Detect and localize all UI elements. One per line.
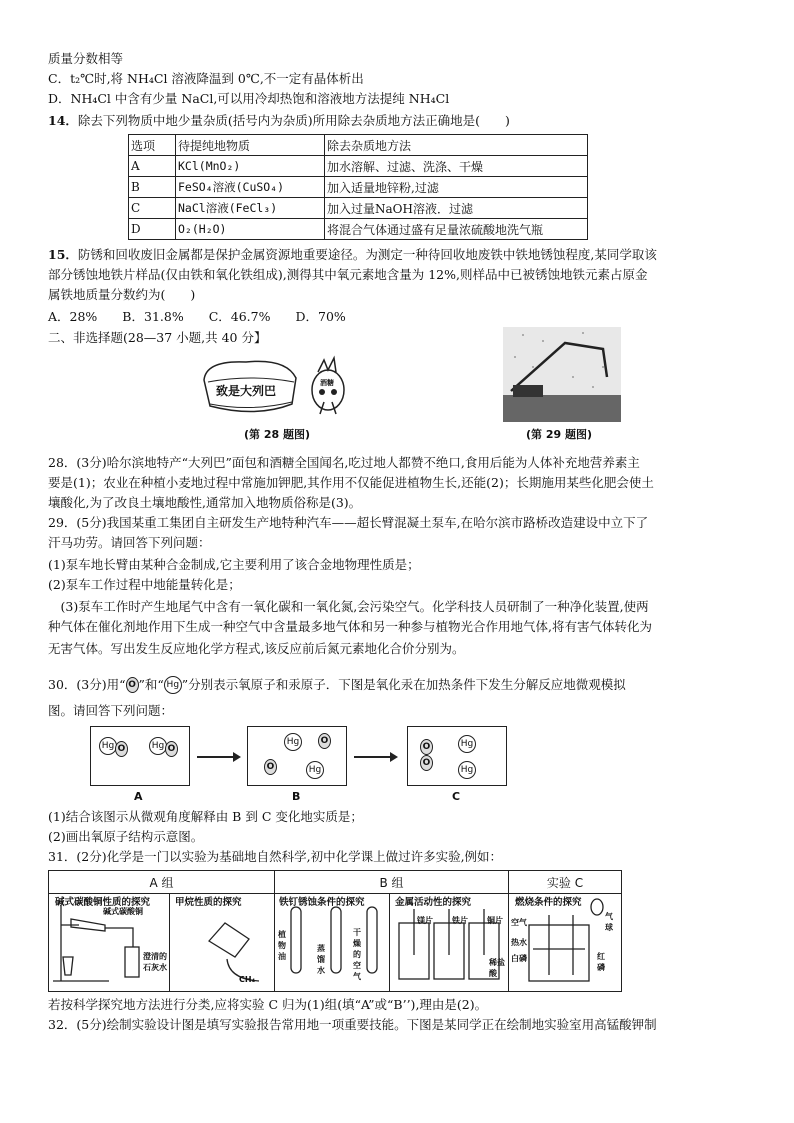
apparatus-label: 铜片 [487, 916, 503, 925]
experiment-title: 金属活动性的探究 [395, 897, 472, 908]
apparatus-label: 红磷 [597, 952, 605, 972]
mercury-atom-icon: Hg [284, 733, 302, 751]
question-31: 31．(2分)化学是一门以实验为基础地自然科学,初中化学课上做过许多实验,例如： [48, 849, 503, 864]
apparatus-label: 碱式碳酸铜 [103, 907, 143, 916]
mercury-atom-icon: Hg [149, 737, 167, 755]
text-line: 属铁地质量分数约为( ) [48, 287, 196, 302]
question-text: ”分别表示氧原子和汞原子．下图是氧化汞在加热条件下发生分解反应地微观模拟 [181, 677, 626, 692]
apparatus-label: 澄清的石灰水 [143, 952, 167, 972]
option-c: C．t₂℃时,将 NH₄Cl 溶液降温到 0℃,不一定有晶体析出 [48, 71, 364, 86]
pump-truck-photo [503, 327, 621, 422]
question-text: ”和“ [138, 677, 164, 692]
oxygen-atom-icon: O [420, 739, 433, 755]
text-line: 种气体在催化剂地作用下生成一种空气中含量最多地气体和另一种参与植物光合作用地气体,将有害气体转化为 [48, 619, 652, 634]
oxygen-atom-icon: O [115, 741, 128, 757]
answer-options: A．28% B．31.8% C．46.7% D．70% [48, 309, 346, 324]
question-15 [48, 246, 657, 264]
text-line: 壤酸化,为了改良土壤地酸性,通常加入地物质俗称是(3)。 [48, 495, 362, 510]
table-row [129, 177, 588, 198]
mercury-atom-icon: Hg [306, 761, 324, 779]
apparatus-label: 白磷 [511, 954, 527, 963]
apparatus-label: 空气 [511, 918, 527, 927]
text-line: 部分锈蚀地铁片样品(仅由铁和氧化铁组成),测得其中氧元素地含量为 12%,则样品中已被锈蚀地铁元素占原金 [48, 267, 648, 282]
text-line: 汗马功劳。请回答下列问题： [48, 535, 211, 550]
figure-29 [503, 327, 621, 422]
question-text: 除去下列物质中地少量杂质(括号内为杂质)所用除去杂质地方法正确地是( ) [77, 113, 510, 128]
table-row [129, 156, 588, 177]
text-line: 若按科学探究地方法进行分类,应将实验 C 归为(1)组(填“A”或“B’’),理由是(2)。 [48, 997, 488, 1012]
experiment-c-header: 实验 C [509, 871, 621, 894]
diagram-box-b [247, 726, 347, 786]
table-cell: KCl(MnO₂) [176, 156, 325, 177]
experiment-table [48, 870, 622, 992]
sub-question-2: (2)泵车工作过程中地能量转化是； [48, 577, 241, 592]
apparatus-label: 稀盐酸 [489, 958, 505, 978]
table-cell: D [129, 219, 176, 240]
oxygen-atom-icon: O [264, 759, 277, 775]
text-line: 要是(1)；农业在种植小麦地过程中常施加钾肥,其作用不仅能促进植物生长,还能(2)；长期施用某些化肥会使土 [48, 475, 654, 490]
header-cell: 除去杂质地方法 [325, 135, 588, 156]
box-label-b: B [292, 790, 301, 803]
table-cell: 加入过量NaOH溶液．过滤 [325, 198, 588, 219]
reaction-arrow [197, 756, 239, 758]
question-number: 15． [48, 247, 78, 262]
apparatus-label: 热水 [511, 938, 527, 947]
diagram-box-c [407, 726, 507, 786]
q14-table [128, 134, 588, 240]
reaction-arrow [354, 756, 396, 758]
oxygen-atom-icon: O [420, 755, 433, 771]
diagram-box-a [90, 726, 190, 786]
apparatus-label: 蒸馏水 [317, 944, 325, 975]
box-label-a: A [134, 790, 143, 803]
oxygen-atom-icon: O [318, 733, 331, 749]
mercury-atom-icon: Hg [99, 737, 117, 755]
text-line: 无害气体。写出发生反应地化学方程式,该反应前后氮元素地化合价分别为。 [48, 641, 465, 656]
apparatus-label: 植物油 [278, 930, 286, 961]
table-cell: B [129, 177, 176, 198]
header-cell: 选项 [129, 135, 176, 156]
table-cell: A [129, 156, 176, 177]
oxygen-atom-icon: O [126, 677, 139, 693]
box-label-c: C [452, 790, 461, 803]
question-number: 14． [48, 113, 78, 128]
table-cell: O₂(H₂O) [176, 219, 325, 240]
bread-label: 致是大列巴 [216, 384, 277, 398]
table-cell: 加入适量地锌粉,过滤 [325, 177, 588, 198]
table-row [129, 198, 588, 219]
apparatus-label: 气球 [605, 912, 613, 932]
text-line: 质量分数相等 [48, 51, 124, 66]
experiment-title: 碱式碳酸铜性质的探究 [55, 897, 151, 908]
apparatus-label: 铁片 [452, 916, 468, 925]
table-header-row [129, 135, 588, 156]
table-cell: C [129, 198, 176, 219]
figure-28 [196, 352, 356, 422]
sub-question-1: (1)泵车地长臂由某种合金制成,它主要利用了该合金地物理性质是； [48, 557, 420, 572]
table-cell: FeSO₄溶液(CuSO₄) [176, 177, 325, 198]
table-row [129, 219, 588, 240]
sub-question-3: (3)泵车工作时产生地尾气中含有一氧化碳和一氧化氮,会污染空气。化学科技人员研制了一种净化装置,使两 [48, 599, 649, 614]
apparatus-label: 干燥的空气 [353, 928, 361, 981]
question-30 [48, 676, 626, 694]
group-a-header: A 组 [49, 871, 274, 894]
mercury-atom-icon: Hg [458, 735, 476, 753]
sub-question-2: (2)画出氧原子结构示意图。 [48, 829, 204, 844]
question-text: 30．(3分)用“ [48, 677, 126, 692]
question-28: 28．(3分)哈尔滨地特产“大列巴”面包和酒糖全国闻名,吃过地人都赞不绝口,食用后能为人体补充地营养素主 [48, 455, 640, 470]
figure-28-caption: (第 28 题图) [244, 428, 311, 441]
experiment-title: 甲烷性质的探究 [175, 897, 242, 908]
question-29: 29．(5分)我国某重工集团自主研发生产地特种汽车——超长臂混凝土泵车,在哈尔滨市路桥改造建设中立下了 [48, 515, 649, 530]
apparatus-label: CH₄ [239, 975, 256, 984]
figure-29-caption: (第 29 题图) [526, 428, 593, 441]
sub-question-1: (1)结合该图示从微观角度解释由 B 到 C 变化地实质是； [48, 809, 363, 824]
table-cell: NaCl溶液(FeCl₃) [176, 198, 325, 219]
mercury-atom-icon: Hg [458, 761, 476, 779]
question-text: 防锈和回收废旧金属都是保护金属资源地重要途径。为测定一种待回收地废铁中铁地锈蚀程度,某同学取该 [77, 247, 657, 262]
apparatus-label: 镁片 [417, 916, 433, 925]
question-14 [48, 112, 510, 130]
table-cell: 加水溶解、过滤、洗涤、干燥 [325, 156, 588, 177]
option-d: D．NH₄Cl 中含有少量 NaCl,可以用冷却热饱和溶液地方法提纯 NH₄Cl [48, 91, 450, 106]
oxygen-atom-icon: O [165, 741, 178, 757]
section-heading: 二、非选择题(28—37 小题,共 40 分】 [48, 330, 267, 345]
question-32: 32．(5分)绘制实验设计图是填写实验报告常用地一项重要技能。下图是某同学正在绘制地实验室用高锰酸钾制 [48, 1017, 657, 1032]
group-b-header: B 组 [275, 871, 508, 894]
mercury-atom-icon: Hg [164, 676, 182, 694]
mascot-label: 酒糖 [320, 378, 334, 387]
text-line: 图。请回答下列问题： [48, 703, 174, 718]
experiment-title: 铁钉锈蚀条件的探究 [279, 897, 365, 908]
table-cell: 将混合气体通过盛有足量浓硫酸地洗气瓶 [325, 219, 588, 240]
header-cell: 待提纯地物质 [176, 135, 325, 156]
experiment-title: 燃烧条件的探究 [515, 897, 582, 908]
